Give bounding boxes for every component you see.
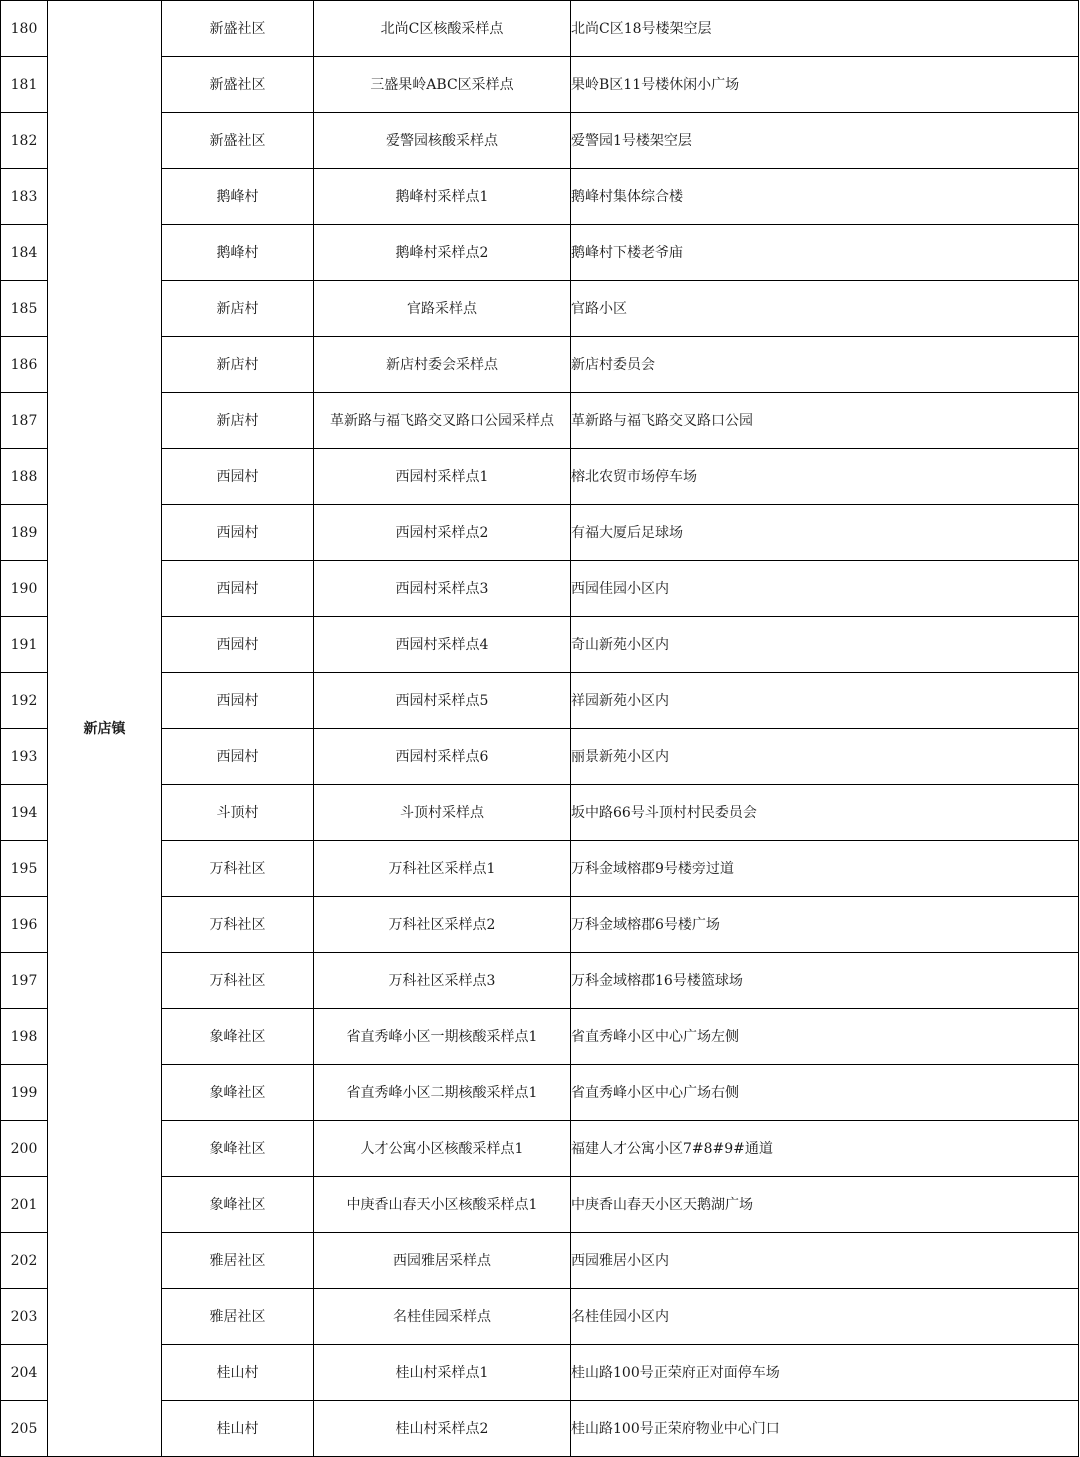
community-name: 万科社区: [162, 841, 314, 897]
community-name: 西园村: [162, 673, 314, 729]
table-row: [1, 1, 1079, 57]
table-row: [1, 449, 1079, 505]
community-name: 新盛社区: [162, 57, 314, 113]
community-name: 新店村: [162, 393, 314, 449]
row-number: 205: [1, 1401, 48, 1457]
sampling-site-name: 官路采样点: [314, 281, 571, 337]
sampling-site-name: 西园村采样点6: [314, 729, 571, 785]
community-name: 雅居社区: [162, 1233, 314, 1289]
sampling-site-address: 万科金域榕郡16号楼篮球场: [571, 953, 1079, 1009]
community-name: 象峰社区: [162, 1177, 314, 1233]
row-number: 203: [1, 1289, 48, 1345]
community-name: 斗顶村: [162, 785, 314, 841]
sampling-site-name: 省直秀峰小区二期核酸采样点1: [314, 1065, 571, 1121]
sampling-site-name: 爱警园核酸采样点: [314, 113, 571, 169]
table-row: [1, 505, 1079, 561]
row-number: 198: [1, 1009, 48, 1065]
sampling-site-address: 万科金域榕郡9号楼旁过道: [571, 841, 1079, 897]
table-row: [1, 169, 1079, 225]
row-number: 199: [1, 1065, 48, 1121]
sampling-site-address: 果岭B区11号楼休闲小广场: [571, 57, 1079, 113]
table-row: [1, 57, 1079, 113]
table-row: [1, 225, 1079, 281]
sampling-site-name: 万科社区采样点2: [314, 897, 571, 953]
sampling-site-name: 革新路与福飞路交叉路口公园采样点: [314, 393, 571, 449]
table-row: [1, 337, 1079, 393]
sampling-site-name: 万科社区采样点3: [314, 953, 571, 1009]
sampling-site-address: 中庚香山春天小区天鹅湖广场: [571, 1177, 1079, 1233]
table-row: [1, 1233, 1079, 1289]
sampling-site-address: 革新路与福飞路交叉路口公园: [571, 393, 1079, 449]
row-number: 193: [1, 729, 48, 785]
community-name: 象峰社区: [162, 1009, 314, 1065]
community-name: 桂山村: [162, 1401, 314, 1457]
sampling-site-address: 坂中路66号斗顶村村民委员会: [571, 785, 1079, 841]
sampling-site-address: 新店村委员会: [571, 337, 1079, 393]
sampling-site-name: 鹅峰村采样点2: [314, 225, 571, 281]
table-row: [1, 841, 1079, 897]
sampling-site-name: 鹅峰村采样点1: [314, 169, 571, 225]
row-number: 185: [1, 281, 48, 337]
table-row: [1, 113, 1079, 169]
community-name: 雅居社区: [162, 1289, 314, 1345]
table-row: [1, 1009, 1079, 1065]
community-name: 西园村: [162, 617, 314, 673]
row-number: 200: [1, 1121, 48, 1177]
row-number: 195: [1, 841, 48, 897]
sampling-site-name: 斗顶村采样点: [314, 785, 571, 841]
row-number: 182: [1, 113, 48, 169]
table-row: [1, 897, 1079, 953]
row-number: 186: [1, 337, 48, 393]
sampling-site-name: 西园村采样点2: [314, 505, 571, 561]
row-number: 191: [1, 617, 48, 673]
sampling-site-name: 西园雅居采样点: [314, 1233, 571, 1289]
table-row: [1, 673, 1079, 729]
row-number: 196: [1, 897, 48, 953]
table-row: [1, 1065, 1079, 1121]
sampling-site-name: 西园村采样点3: [314, 561, 571, 617]
sampling-site-name: 北尚C区核酸采样点: [314, 1, 571, 57]
community-name: 新店村: [162, 281, 314, 337]
community-name: 新盛社区: [162, 113, 314, 169]
community-name: 西园村: [162, 505, 314, 561]
row-number: 180: [1, 1, 48, 57]
community-name: 西园村: [162, 561, 314, 617]
table-row: [1, 1177, 1079, 1233]
sampling-site-address: 西园佳园小区内: [571, 561, 1079, 617]
sampling-site-name: 万科社区采样点1: [314, 841, 571, 897]
row-number: 183: [1, 169, 48, 225]
row-number: 197: [1, 953, 48, 1009]
sampling-site-address: 桂山路100号正荣府物业中心门口: [571, 1401, 1079, 1457]
sampling-site-address: 省直秀峰小区中心广场右侧: [571, 1065, 1079, 1121]
sampling-site-address: 有福大厦后足球场: [571, 505, 1079, 561]
sampling-site-name: 人才公寓小区核酸采样点1: [314, 1121, 571, 1177]
community-name: 桂山村: [162, 1345, 314, 1401]
sampling-site-name: 桂山村采样点2: [314, 1401, 571, 1457]
sampling-site-address: 鹅峰村集体综合楼: [571, 169, 1079, 225]
sampling-site-name: 中庚香山春天小区核酸采样点1: [314, 1177, 571, 1233]
sampling-site-address: 福建人才公寓小区7#8#9#通道: [571, 1121, 1079, 1177]
row-number: 187: [1, 393, 48, 449]
sampling-site-name: 三盛果岭ABC区采样点: [314, 57, 571, 113]
community-name: 万科社区: [162, 953, 314, 1009]
table-row: [1, 1289, 1079, 1345]
row-number: 204: [1, 1345, 48, 1401]
sampling-site-address: 桂山路100号正荣府正对面停车场: [571, 1345, 1079, 1401]
row-number: 192: [1, 673, 48, 729]
table-row: [1, 281, 1079, 337]
sampling-site-address: 奇山新苑小区内: [571, 617, 1079, 673]
sampling-site-name: 新店村委会采样点: [314, 337, 571, 393]
table-row: [1, 1121, 1079, 1177]
sampling-site-name: 名桂佳园采样点: [314, 1289, 571, 1345]
sampling-site-address: 鹅峰村下楼老爷庙: [571, 225, 1079, 281]
table-row: [1, 617, 1079, 673]
community-name: 西园村: [162, 729, 314, 785]
community-name: 新店村: [162, 337, 314, 393]
community-name: 新盛社区: [162, 1, 314, 57]
sampling-site-name: 省直秀峰小区一期核酸采样点1: [314, 1009, 571, 1065]
table-body: [1, 1, 1079, 1457]
sampling-site-address: 爱警园1号楼架空层: [571, 113, 1079, 169]
sampling-site-name: 西园村采样点1: [314, 449, 571, 505]
town-name: 新店镇: [48, 1, 162, 1457]
sampling-site-address: 万科金域榕郡6号楼广场: [571, 897, 1079, 953]
table-row: [1, 1345, 1079, 1401]
community-name: 西园村: [162, 449, 314, 505]
sampling-site-address: 榕北农贸市场停车场: [571, 449, 1079, 505]
row-number: 202: [1, 1233, 48, 1289]
sampling-site-address: 名桂佳园小区内: [571, 1289, 1079, 1345]
sampling-site-name: 桂山村采样点1: [314, 1345, 571, 1401]
community-name: 鹅峰村: [162, 169, 314, 225]
sampling-site-address: 北尚C区18号楼架空层: [571, 1, 1079, 57]
table-row: [1, 561, 1079, 617]
row-number: 181: [1, 57, 48, 113]
row-number: 190: [1, 561, 48, 617]
sampling-site-address: 官路小区: [571, 281, 1079, 337]
row-number: 194: [1, 785, 48, 841]
sampling-site-address: 丽景新苑小区内: [571, 729, 1079, 785]
community-name: 象峰社区: [162, 1065, 314, 1121]
sampling-site-address: 西园雅居小区内: [571, 1233, 1079, 1289]
table-row: [1, 785, 1079, 841]
sampling-site-name: 西园村采样点4: [314, 617, 571, 673]
row-number: 201: [1, 1177, 48, 1233]
table-row: [1, 729, 1079, 785]
community-name: 鹅峰村: [162, 225, 314, 281]
community-name: 象峰社区: [162, 1121, 314, 1177]
row-number: 184: [1, 225, 48, 281]
row-number: 189: [1, 505, 48, 561]
sampling-site-address: 祥园新苑小区内: [571, 673, 1079, 729]
table-row: [1, 393, 1079, 449]
row-number: 188: [1, 449, 48, 505]
community-name: 万科社区: [162, 897, 314, 953]
sampling-site-address: 省直秀峰小区中心广场左侧: [571, 1009, 1079, 1065]
table-row: [1, 953, 1079, 1009]
table-row: [1, 1401, 1079, 1457]
sampling-site-name: 西园村采样点5: [314, 673, 571, 729]
